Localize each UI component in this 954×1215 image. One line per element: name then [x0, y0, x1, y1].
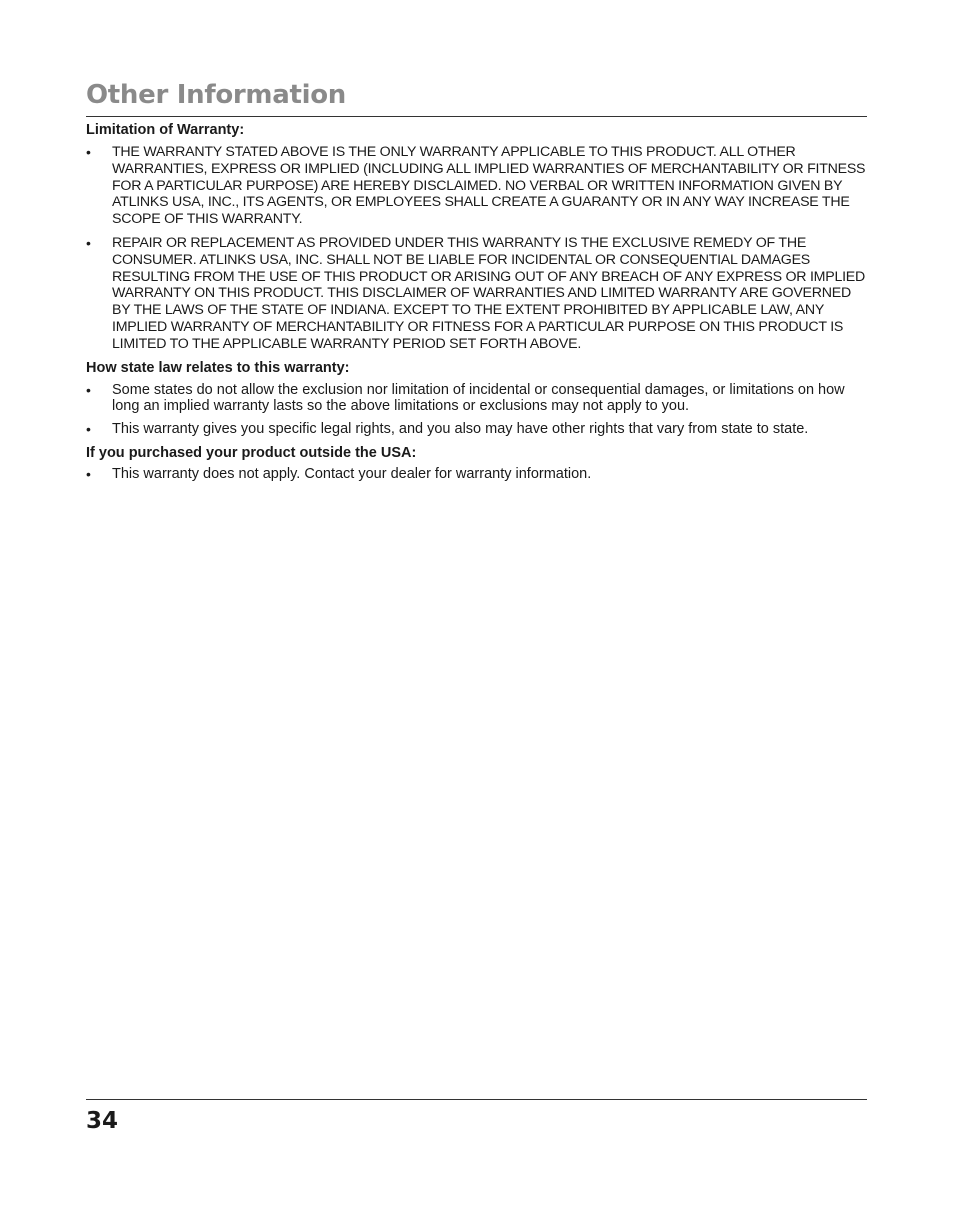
- list-item-text: THE WARRANTY STATED ABOVE IS THE ONLY WARRANTY APPLICABLE TO THIS PRODUCT. ALL OTHER WARRANTIES, EXPRESS OR IMPLIED (INCLUDING ALL IMPLIED WARRANTIES OF MERCHANTABILITY OR FITNESS FOR A PARTICULAR PURPOSE) ARE HEREBY DISCLAIMED. NO VERBAL OR WRITTEN INFORMATION GIVEN BY ATLINKS USA, INC., ITS AGENTS, OR EMPLOYEES SHALL CREATE A GUARANTY OR IN ANY WAY INCREASE THE SCOPE OF THIS WARRANTY.: [112, 144, 866, 228]
- section-heading: Limitation of Warranty:: [86, 122, 245, 138]
- bullet-icon: •: [86, 465, 91, 482]
- document-body: [86, 121, 867, 483]
- section-outside-usa: [86, 445, 867, 483]
- page-number: 34: [86, 1108, 119, 1134]
- list-item: [86, 466, 867, 483]
- list-item-text: Some states do not allow the exclusion nor limitation of incidental or consequential damages, or limitations on how long an implied warranty lasts so the above limitations or exclusions may not apply to you.: [112, 381, 845, 415]
- list-item-text: This warranty does not apply. Contact your dealer for warranty information.: [112, 465, 592, 482]
- bullet-icon: •: [86, 421, 91, 438]
- list-item: [86, 235, 867, 353]
- list-item-text: This warranty gives you specific legal rights, and you also may have other rights that vary from state to state.: [112, 421, 809, 438]
- bullet-list: [86, 382, 867, 438]
- bullet-icon: •: [86, 234, 91, 251]
- page-title: Other Information: [86, 80, 346, 110]
- list-item: [86, 144, 867, 228]
- footer-divider: [86, 1099, 867, 1100]
- bullet-icon: •: [86, 144, 91, 160]
- section-heading: How state law relates to this warranty:: [86, 359, 350, 376]
- list-item-text: REPAIR OR REPLACEMENT AS PROVIDED UNDER THIS WARRANTY IS THE EXCLUSIVE REMEDY OF THE CONSUMER. ATLINKS USA, INC. SHALL NOT BE LIABLE FOR INCIDENTAL OR CONSEQUENTIAL DAMAGES RESULTING FROM THE USE OF THIS PRODUCT OR ARISING OUT OF ANY BREACH OF ANY EXPRESS OR IMPLIED WARRANTY ON THIS PRODUCT. THIS DISCLAIMER OF WARRANTIES AND LIMITED WARRANTY ARE GOVERNED BY THE LAWS OF THE STATE OF INDIANA. EXCEPT TO THE EXTENT PROHIBITED BY APPLICABLE LAW, ANY IMPLIED WARRANTY OF MERCHANTABILITY OR FITNESS FOR A PARTICULAR PURPOSE ON THIS PRODUCT IS LIMITED TO THE APPLICABLE WARRANTY PERIOD SET FORTH ABOVE.: [112, 234, 865, 352]
- list-item: [86, 382, 867, 416]
- section-limitation-of-warranty: [86, 121, 867, 353]
- section-heading: If you purchased your product outside the USA:: [86, 444, 417, 461]
- title-divider: [86, 116, 867, 117]
- bullet-list: [86, 144, 867, 353]
- bullet-icon: •: [86, 381, 91, 398]
- bullet-list: [86, 466, 867, 483]
- list-item: [86, 421, 867, 438]
- section-state-law: [86, 360, 867, 438]
